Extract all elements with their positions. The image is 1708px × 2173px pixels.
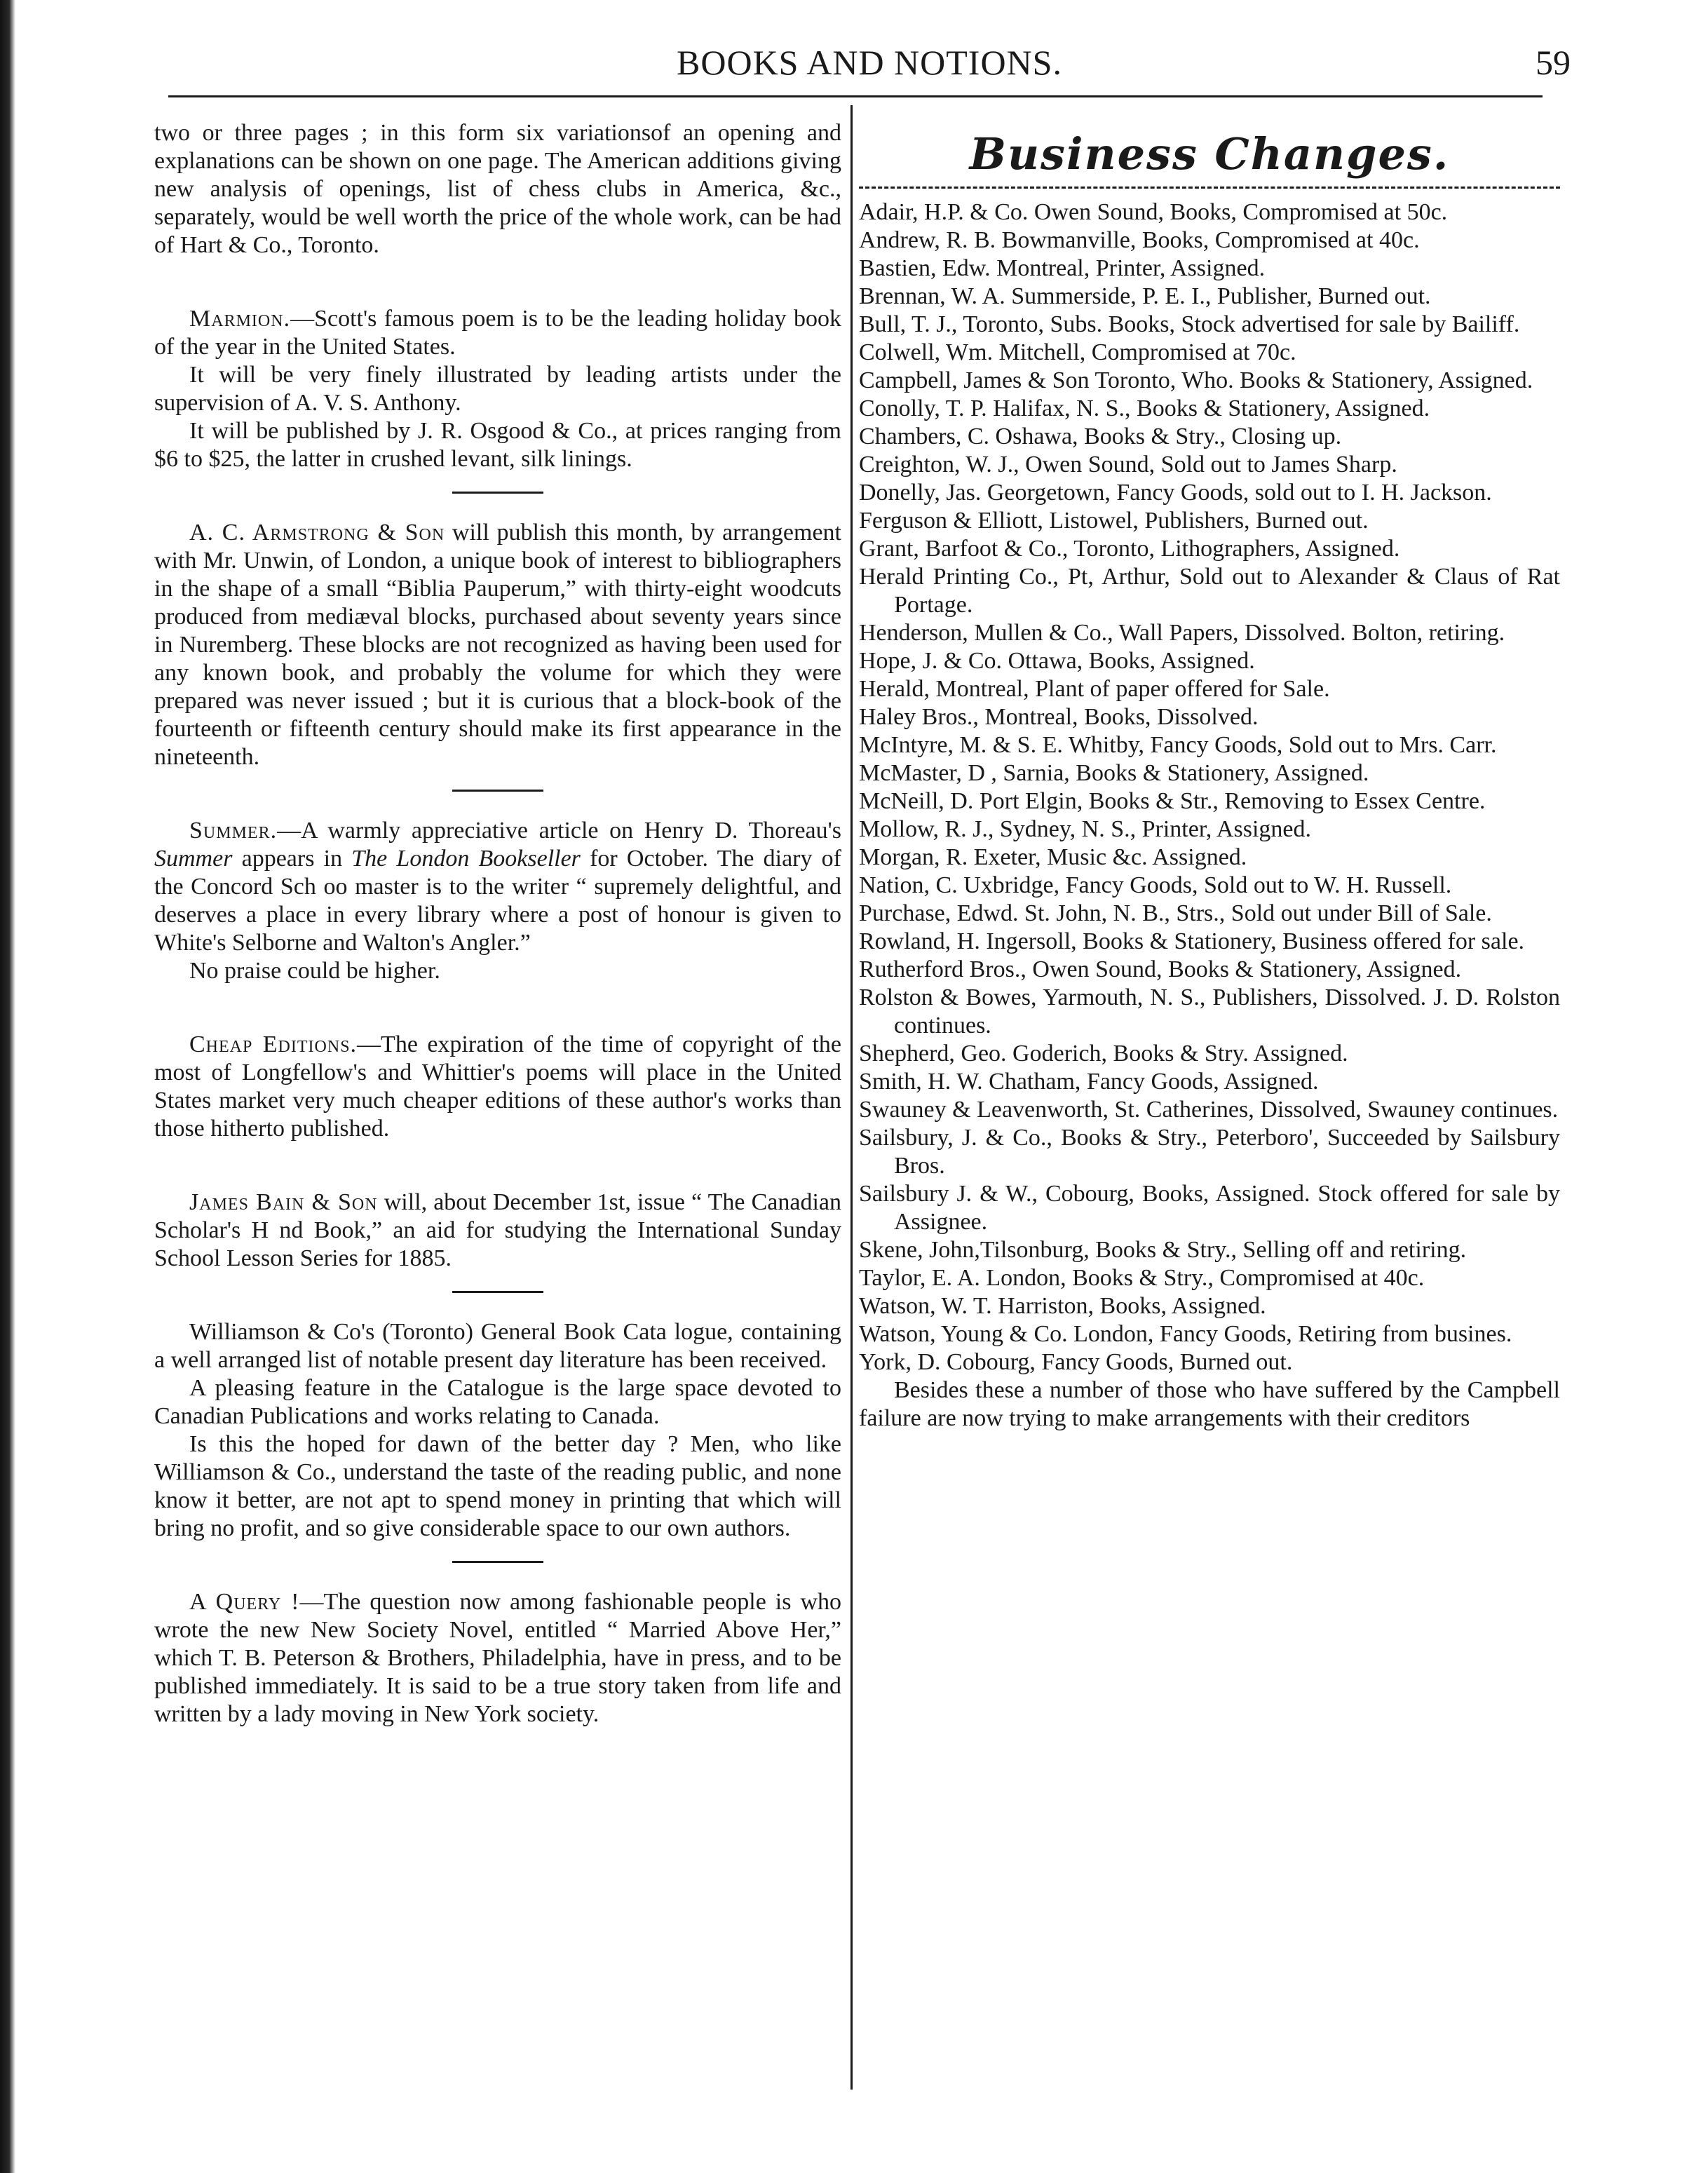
list-item: Watson, Young & Co. London, Fancy Goods, Retiring from busines. (859, 1321, 1512, 1347)
summer-text-c: for October. The diary of the Concord Sch oo master is to the writer “ supremely delightful, and deserves a place in every library where a post of honour is given to White's Selborne and Walton's Angler.” (154, 846, 842, 956)
summer-text-a: —A warmly appreciative article on Henry D. Thoreau's (277, 818, 841, 844)
list-item: Conolly, T. P. Halifax, N. S., Books & Stationery, Assigned. (859, 395, 1430, 421)
list-item: Campbell, James & Son Toronto, Who. Books & Stationery, Assigned. (859, 367, 1533, 393)
armstrong-text: will publish this month, by arrangement with Mr. Unwin, of London, a unique book of interest to bibliographers in the shape of a small “Biblia Pauperum,” with thirty-eight woodcuts produced from mediæval blocks, purchased about seventy years since in Nuremberg. These blocks are not recognized as having been used for any known book, and probably the volume for which they were prepared was never issued ; but it is curious that a block-book of the fourteenth or fifteenth century should make its first appearance in the nineteenth. (154, 520, 841, 770)
left-column (154, 119, 841, 1728)
list-item: Purchase, Edwd. St. John, N. B., Strs., Sold out under Bill of Sale. (859, 900, 1492, 926)
list-item: Henderson, Mullen & Co., Wall Papers, Dissolved. Bolton, retiring. (859, 620, 1505, 646)
list-item: Rolston & Bowes, Yarmouth, N. S., Publishers, Dissolved. J. D. Rolston continues. (859, 984, 1560, 1038)
page-number: 59 (1536, 43, 1571, 82)
williamson-feature: A pleasing feature in the Catalogue is the large space devoted to Canadian Publications and works relating to Canada. (154, 1375, 841, 1429)
list-item: Sailsbury J. & W., Cobourg, Books, Assigned. Stock offered for sale by Assignee. (859, 1181, 1560, 1235)
bain-text: will, about December 1st, issue “ The Canadian Scholar's H nd Book,” an aid for studying the International Sunday School Lesson Series for 1885. (154, 1189, 841, 1271)
chess-book-paragraph: two or three pages ; in this form six variationsof an opening and explanations can be shown on one page. The American additions giving new analysis of openings, list of chess clubs in America, &c., separately, would be well worth the price of the whole work, can be had of Hart & Co., Toronto. (154, 120, 841, 258)
list-item: Shepherd, Geo. Goderich, Books & Stry. Assigned. (859, 1041, 1348, 1067)
column-divider (850, 105, 853, 2090)
section-separator (452, 1291, 543, 1293)
list-item: Colwell, Wm. Mitchell, Compromised at 70c. (859, 339, 1296, 365)
page-header (168, 36, 1571, 93)
list-item: Nation, C. Uxbridge, Fancy Goods, Sold out to W. H. Russell. (859, 872, 1452, 898)
list-item: Haley Bros., Montreal, Books, Dissolved. (859, 704, 1259, 730)
summer-journal: The London Bookseller (351, 846, 581, 872)
section-separator (452, 790, 543, 792)
list-item: Rutherford Bros., Owen Sound, Books & Stationery, Assigned. (859, 956, 1462, 982)
list-item: Herald Printing Co., Pt, Arthur, Sold out to Alexander & Claus of Rat Portage. (859, 564, 1560, 618)
business-changes-list (859, 198, 1560, 1376)
heading-rule (859, 187, 1560, 189)
marmion-publisher: It will be published by J. R. Osgood & Co., at prices ranging from $6 to $25, the latter in crushed levant, silk linings. (154, 418, 841, 472)
list-item: Taylor, E. A. London, Books & Stry., Compromised at 40c. (859, 1265, 1425, 1291)
list-item: Swauney & Leavenworth, St. Catherines, Dissolved, Swauney continues. (859, 1097, 1559, 1123)
list-item: McNeill, D. Port Elgin, Books & Str., Removing to Essex Centre. (859, 788, 1486, 814)
summer-title: Summer (154, 846, 233, 872)
cheap-editions-text: —The expiration of the time of copyright of the most of Longfellow's and Whittier's poems will place in the United States market very much cheaper editions of these author's works than those hitherto published. (154, 1031, 841, 1142)
summer-paragraph (154, 817, 841, 957)
list-item: Herald, Montreal, Plant of paper offered for Sale. (859, 676, 1330, 702)
header-rule (168, 95, 1543, 97)
armstrong-lead: A. C. Armstrong & Son (189, 520, 445, 546)
list-item: Mollow, R. J., Sydney, N. S., Printer, Assigned. (859, 816, 1311, 842)
bain-paragraph (154, 1189, 841, 1273)
list-item: Andrew, R. B. Bowmanville, Books, Compromised at 40c. (859, 227, 1420, 253)
marmion-paragraph (154, 305, 841, 361)
closing-note: Besides these a number of those who have suffered by the Campbell failure are now trying to make arrangements with their creditors (859, 1377, 1560, 1431)
right-column (859, 119, 1560, 1433)
list-item: Sailsbury, J. & Co., Books & Stry., Peterboro', Succeeded by Sailsbury Bros. (859, 1125, 1560, 1179)
list-item: Grant, Barfoot & Co., Toronto, Lithographers, Assigned. (859, 536, 1400, 562)
list-item: Morgan, R. Exeter, Music &c. Assigned. (859, 844, 1247, 870)
query-paragraph (154, 1588, 841, 1728)
list-item: Rowland, H. Ingersoll, Books & Stationery, Business offered for sale. (859, 928, 1525, 954)
list-item: Creighton, W. J., Owen Sound, Sold out to James Sharp. (859, 452, 1397, 478)
business-changes-heading: Business Changes. (969, 128, 1450, 180)
query-lead: A Query ! (189, 1589, 300, 1615)
list-item: Bull, T. J., Toronto, Subs. Books, Stock advertised for sale by Bailiff. (859, 311, 1520, 337)
list-item: Skene, John,Tilsonburg, Books & Stry., Selling off and retiring. (859, 1237, 1467, 1263)
list-item: Smith, H. W. Chatham, Fancy Goods, Assigned. (859, 1069, 1319, 1095)
bain-lead: James Bain & Son (189, 1189, 378, 1215)
section-separator (452, 1561, 543, 1563)
list-item: Chambers, C. Oshawa, Books & Stry., Closing up. (859, 424, 1342, 449)
list-item: Bastien, Edw. Montreal, Printer, Assigned. (859, 255, 1266, 281)
marmion-lead: Marmion. (189, 306, 291, 332)
summer-lead: Summer. (189, 818, 278, 844)
cheap-editions-paragraph (154, 1031, 841, 1143)
list-item: Adair, H.P. & Co. Owen Sound, Books, Compromised at 50c. (859, 199, 1448, 225)
list-item: McIntyre, M. & S. E. Whitby, Fancy Goods, Sold out to Mrs. Carr. (859, 732, 1497, 758)
running-title: BOOKS AND NOTIONS. (677, 43, 1062, 82)
list-item: York, D. Cobourg, Fancy Goods, Burned out. (859, 1349, 1293, 1375)
marmion-illustration: It will be very finely illustrated by leading artists under the supervision of A. V. S. Anthony. (154, 362, 841, 416)
williamson-comment: Is this the hoped for dawn of the better day ? Men, who like Williamson & Co., understand the taste of the reading public, and none know it better, are not apt to spend money in printing that which will bring no profit, and so give considerable space to our own authors. (154, 1431, 841, 1541)
list-item: McMaster, D , Sarnia, Books & Stationery, Assigned. (859, 760, 1369, 786)
summer-praise: No praise could be higher. (189, 958, 440, 984)
list-item: Brennan, W. A. Summerside, P. E. I., Publisher, Burned out. (859, 283, 1431, 309)
armstrong-paragraph (154, 519, 841, 771)
list-item: Donelly, Jas. Georgetown, Fancy Goods, sold out to I. H. Jackson. (859, 480, 1492, 506)
list-item: Ferguson & Elliott, Listowel, Publishers, Burned out. (859, 508, 1369, 534)
query-text: —The question now among fashionable people is who wrote the new New Society Novel, entitled “ Married Above Her,” which T. B. Peterson & Brothers, Philadelphia, have in press, and to be published immediately. It is said to be a true story taken from life and written by a lady moving in New York society. (154, 1589, 842, 1727)
summer-text-b: appears in (232, 846, 352, 872)
marmion-text: —Scott's famous poem is to be the leading holiday book of the year in the United States. (154, 306, 841, 360)
page-binding-edge (0, 0, 15, 2173)
cheap-editions-lead: Cheap Editions. (189, 1031, 358, 1057)
section-separator (452, 492, 543, 494)
list-item: Watson, W. T. Harriston, Books, Assigned. (859, 1293, 1266, 1319)
williamson-paragraph: Williamson & Co's (Toronto) General Book Cata logue, containing a well arranged list of notable present day literature has been received. (154, 1319, 841, 1373)
list-item: Hope, J. & Co. Ottawa, Books, Assigned. (859, 648, 1255, 674)
